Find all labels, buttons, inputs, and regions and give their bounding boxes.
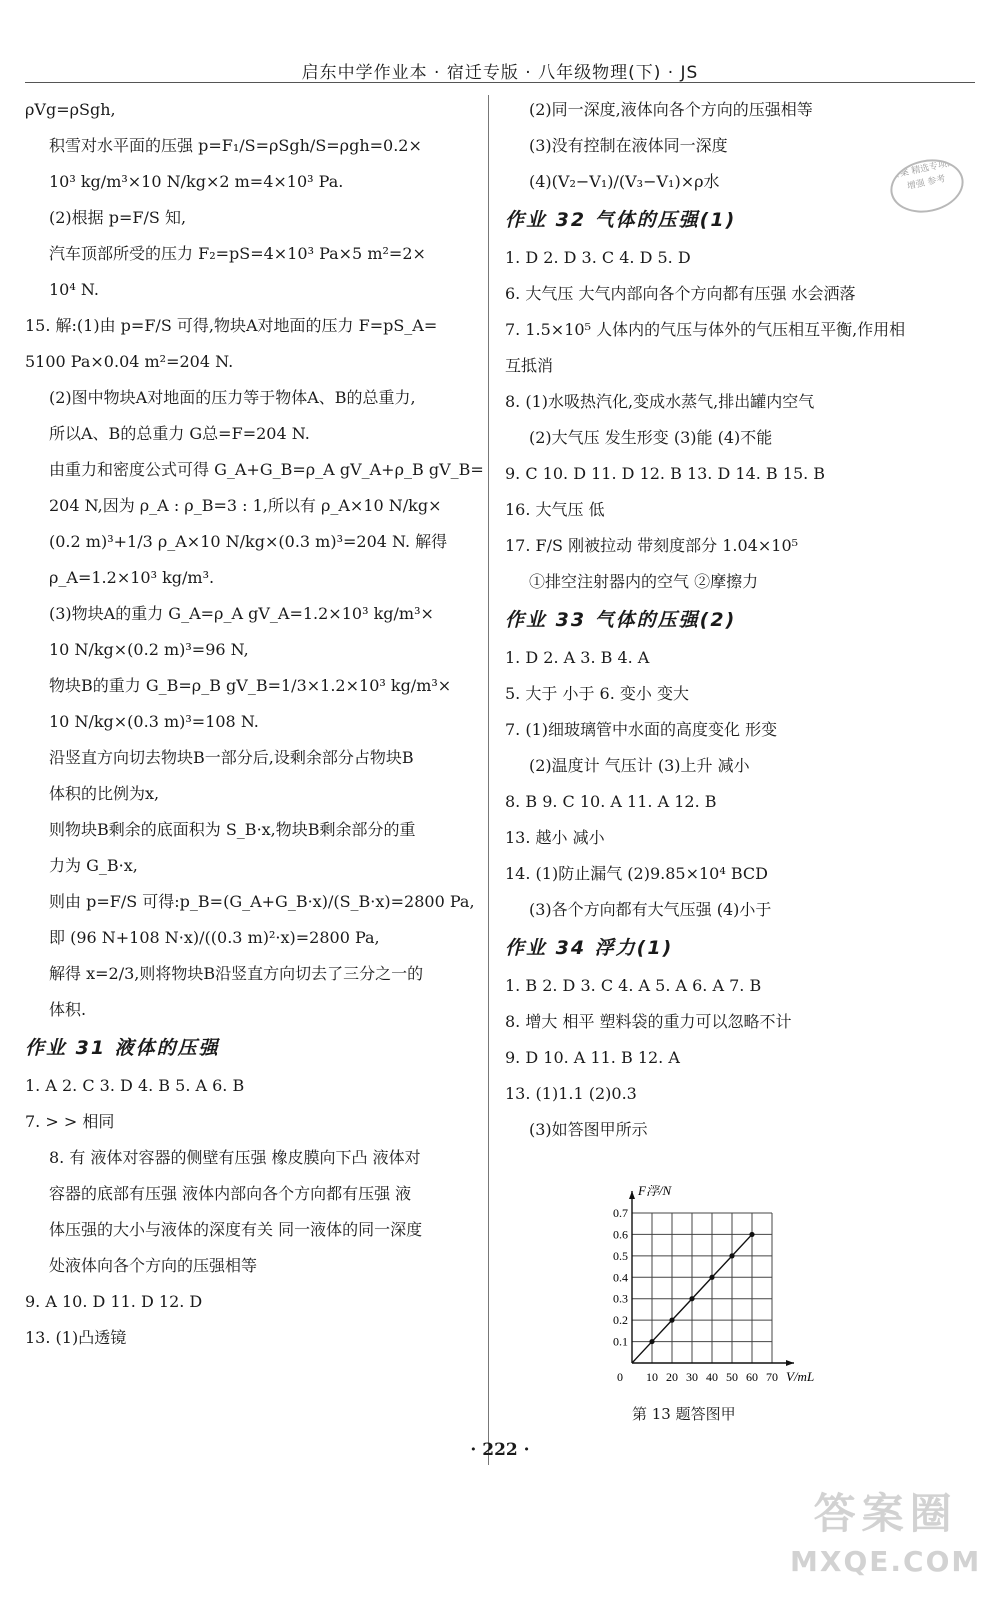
- y-tick-label: 0.1: [613, 1334, 628, 1349]
- data-point: [749, 1232, 754, 1237]
- text-line: (3)物块A的重力 G_A=ρ_A gV_A=1.2×10³ kg/m³×: [49, 604, 434, 623]
- text-line: 10³ kg/m³×10 N/kg×2 m=4×10³ Pa.: [49, 172, 344, 191]
- text-line: (3)各个方向都有大气压强 (4)小于: [529, 900, 772, 919]
- text-line: (2)图中物块A对地面的压力等于物体A、B的总重力,: [49, 388, 416, 407]
- text-line: 14. (1)防止漏气 (2)9.85×10⁴ BCD: [505, 864, 768, 883]
- text-line: 9. C 10. D 11. D 12. B 13. D 14. B 15. B: [505, 464, 826, 483]
- text-line: 则由 p=F/S 可得:p_B=(G_A+G_B·x)/(S_B·x)=2800 Pa,: [49, 892, 475, 911]
- section-heading: 作业 33 气体的压强(2): [505, 609, 737, 631]
- left-column: [25, 92, 484, 1356]
- text-line: 解得 x=2/3,则将物块B沿竖直方向切去了三分之一的: [49, 964, 424, 983]
- text-line: 17. F/S 刚被拉动 带刻度部分 1.04×10⁵: [505, 536, 799, 555]
- section-heading: 作业 34 浮力(1): [505, 937, 674, 959]
- x-tick-label: 40: [706, 1370, 718, 1384]
- text-line: (4)(V₂−V₁)/(V₃−V₁)×ρ水: [529, 172, 720, 191]
- column-divider: [488, 95, 489, 1465]
- y-tick-label: 0.5: [613, 1248, 628, 1263]
- text-line: 8. 有 液体对容器的侧壁有压强 橡皮膜向下凸 液体对: [49, 1148, 421, 1167]
- header-rule: [25, 82, 975, 83]
- x-tick-label: 50: [726, 1370, 738, 1384]
- y-axis-arrow: [629, 1191, 635, 1199]
- text-line: 物块B的重力 G_B=ρ_B gV_B=1/3×1.2×10³ kg/m³×: [49, 676, 452, 695]
- text-line: 1. D 2. A 3. B 4. A: [505, 648, 650, 667]
- text-line: 13. 越小 减小: [505, 828, 605, 847]
- text-line: 1. D 2. D 3. C 4. D 5. D: [505, 248, 691, 267]
- x-tick-label: 70: [766, 1370, 778, 1384]
- text-line: 6. 大气压 大气内部向各个方向都有压强 水会洒落: [505, 284, 856, 303]
- text-line: 由重力和密度公式可得 G_A+G_B=ρ_A gV_A+ρ_B gV_B=: [49, 460, 484, 479]
- y-axis-label: F浮/N: [638, 1185, 672, 1198]
- y-tick-label: 0.7: [613, 1206, 628, 1220]
- data-point: [689, 1296, 694, 1301]
- text-line: (3)如答图甲所示: [529, 1120, 648, 1139]
- text-line: 10 N/kg×(0.2 m)³=96 N,: [49, 640, 249, 659]
- text-line: 10 N/kg×(0.3 m)³=108 N.: [49, 712, 259, 731]
- text-line: 8. B 9. C 10. A 11. A 12. B: [505, 792, 717, 811]
- watermark-line2: MXQE.COM: [790, 1545, 982, 1578]
- text-line: (3)没有控制在液体同一深度: [529, 136, 728, 155]
- chart: [590, 1185, 830, 1425]
- text-line: 体压强的大小与液体的深度有关 同一液体的同一深度: [49, 1220, 423, 1239]
- y-tick-label: 0.2: [613, 1313, 628, 1328]
- x-tick-label: 0: [617, 1370, 623, 1384]
- text-line: (2)同一深度,液体向各个方向的压强相等: [529, 100, 813, 119]
- data-point: [669, 1318, 674, 1323]
- text-line: ρVg=ρSgh,: [25, 100, 116, 119]
- text-line: ρ_A=1.2×10³ kg/m³.: [49, 568, 215, 587]
- x-tick-label: 20: [666, 1370, 678, 1384]
- text-line: (2)温度计 气压计 (3)上升 减小: [529, 756, 750, 775]
- text-line: 7. (1)细玻璃管中水面的高度变化 形变: [505, 720, 778, 739]
- text-line: 即 (96 N+108 N·x)/((0.3 m)²·x)=2800 Pa,: [49, 928, 380, 947]
- text-line: 9. A 10. D 11. D 12. D: [25, 1292, 203, 1311]
- text-line: 15. 解:(1)由 p=F/S 可得,物块A对地面的压力 F=pS_A=: [25, 316, 438, 335]
- text-line: ①排空注射器内的空气 ②摩擦力: [529, 572, 759, 591]
- text-line: (2)大气压 发生形变 (3)能 (4)不能: [529, 428, 773, 447]
- data-point: [649, 1339, 654, 1344]
- x-axis-arrow: [786, 1360, 794, 1366]
- text-line: 16. 大气压 低: [505, 500, 605, 519]
- y-tick-label: 0.4: [613, 1270, 628, 1285]
- text-line: 体积.: [49, 1000, 87, 1019]
- text-line: (0.2 m)³+1/3 ρ_A×10 N/kg×(0.3 m)³=204 N. 解得: [49, 532, 448, 551]
- section-heading: 作业 31 液体的压强: [25, 1037, 220, 1059]
- y-tick-label: 0.6: [613, 1227, 628, 1242]
- watermark: [790, 1490, 981, 1586]
- text-line: 容器的底部有压强 液体内部向各个方向都有压强 液: [49, 1184, 412, 1203]
- text-line: 力为 G_B·x,: [49, 856, 138, 875]
- text-line: (2)根据 p=F/S 知,: [49, 208, 187, 227]
- data-point: [729, 1253, 734, 1258]
- page-header: 启东中学作业本 · 宿迁专版 · 八年级物理(下) · JS: [301, 63, 699, 83]
- x-tick-label: 60: [746, 1370, 758, 1384]
- text-line: 7. 1.5×10⁵ 人体内的气压与体外的气压相互平衡,作用相: [505, 320, 906, 339]
- chart-caption: 第 13 题答图甲: [632, 1405, 736, 1423]
- text-line: 5. 大于 小于 6. 变小 变大: [505, 684, 689, 703]
- text-line: 7. > > 相同: [25, 1112, 115, 1131]
- data-point: [709, 1275, 714, 1280]
- text-line: 体积的比例为x,: [49, 784, 160, 803]
- stamp-image: 答案 精选专项的 增强 参考: [885, 153, 968, 219]
- text-line: 积雪对水平面的压强 p=F₁/S=ρSgh/S=ρgh=0.2×: [49, 136, 422, 155]
- text-line: 9. D 10. A 11. B 12. A: [505, 1048, 680, 1067]
- text-line: 汽车顶部所受的压力 F₂=pS=4×10³ Pa×5 m²=2×: [49, 244, 426, 263]
- text-line: 互抵消: [505, 356, 554, 375]
- y-tick-label: 0.3: [613, 1291, 628, 1306]
- right-column: [505, 92, 925, 1148]
- text-line: 1. A 2. C 3. D 4. B 5. A 6. B: [25, 1076, 245, 1095]
- text-line: 13. (1)1.1 (2)0.3: [505, 1084, 637, 1103]
- x-tick-label: 10: [646, 1370, 658, 1384]
- text-line: 13. (1)凸透镜: [25, 1328, 127, 1347]
- text-line: 8. (1)水吸热汽化,变成水蒸气,排出罐内空气: [505, 392, 815, 411]
- text-line: 8. 增大 相平 塑料袋的重力可以忽略不计: [505, 1012, 792, 1031]
- text-line: 所以A、B的总重力 G总=F=204 N.: [49, 424, 310, 443]
- watermark-line1: 答案圈: [813, 1489, 958, 1538]
- buoyancy-volume-chart: [590, 1185, 830, 1425]
- text-line: 则物块B剩余的底面积为 S_B·x,物块B剩余部分的重: [49, 820, 416, 839]
- text-line: 1. B 2. D 3. C 4. A 5. A 6. A 7. B: [505, 976, 762, 995]
- x-axis-label: V/mL: [786, 1369, 815, 1384]
- text-line: 204 N,因为 ρ_A : ρ_B=3 : 1,所以有 ρ_A×10 N/kg×: [49, 496, 442, 515]
- text-line: 处液体向各个方向的压强相等: [49, 1256, 258, 1275]
- x-tick-label: 30: [686, 1370, 698, 1384]
- text-line: 10⁴ N.: [49, 280, 99, 299]
- section-heading: 作业 32 气体的压强(1): [505, 209, 737, 231]
- page-number: · 222 ·: [470, 1440, 530, 1460]
- text-line: 沿竖直方向切去物块B一部分后,设剩余部分占物块B: [49, 748, 414, 767]
- text-line: 5100 Pa×0.04 m²=204 N.: [25, 352, 234, 371]
